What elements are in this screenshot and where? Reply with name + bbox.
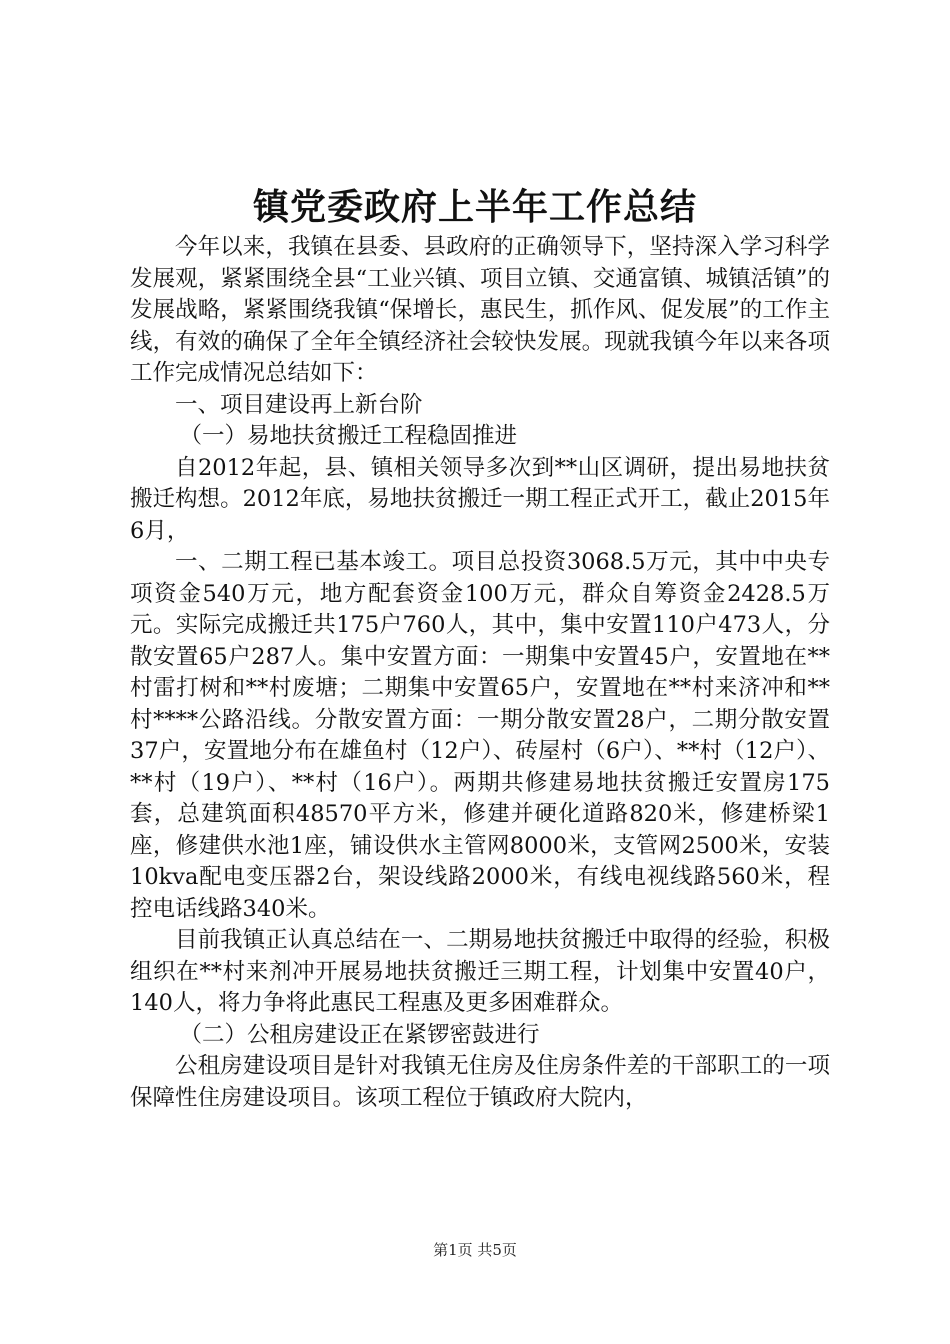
document-title: 镇党委政府上半年工作总结	[252, 186, 697, 228]
subsection-heading-1: （一）易地扶贫搬迁工程稳固推进	[179, 423, 518, 449]
public-housing-paragraph: 公租房建设项目是针对我镇无住房及住房条件差的干部职工的一项保障性住房建设项目。该项工程位于镇政府大院内，	[130, 1053, 830, 1111]
subsection-heading-2: （二）公租房建设正在紧锣密鼓进行	[179, 1021, 540, 1048]
relocation-paragraph-3: 目前我镇正认真总结在一、二期易地扶贫搬迁中取得的经验，积极组织在**村来剂冲开展易地扶贫搬迁三期工程，计划集中安置40户，140人，将力争将此惠民工程惠及更多困难群众。	[130, 927, 830, 1016]
section-heading-1: 一、项目建设再上新台阶	[175, 391, 423, 418]
document-body	[130, 232, 830, 1114]
relocation-paragraph-2: 一、二期工程已基本竣工。项目总投资3068.5万元，其中中央专项资金540万元，地方配套资金100万元，群众自筹资金2428.5万元。实际完成搬迁共175户760人，其中，集中安置110户473人，分散安置65户287人。集中安置方面：一期集中安置45户，安置地在**村雷打树和**村废塘；二期集中安置65户，安置地在**村来济冲和**村****公路沿线。分散安置方面：一期分散安置28户，二期分散安置37户，安置地分布在雄鱼村（12户）、砖屋村（6户）、**村（12户）、**村（19户）、**村（16户）。两期共修建易地扶贫搬迁安置房175套，总建筑面积48570平方米，修建并硬化道路820米，修建桥梁1座，修建供水池1座，铺设供水主管网8000米，支管网2500米，安装10kva配电变压器2台，架设线路2000米，有线电视线路560米，程控电话线路340米。	[130, 549, 830, 922]
relocation-paragraph-1: 自2012年起，县、镇相关领导多次到**山区调研，提出易地扶贫搬迁构想。2012年底，易地扶贫搬迁一期工程正式开工，截止2015年6月，	[130, 454, 830, 544]
page-footer: 第1页 共5页	[433, 1241, 517, 1259]
intro-paragraph: 今年以来，我镇在县委、县政府的正确领导下，坚持深入学习科学发展观，紧紧围绕全县“工业兴镇、项目立镇、交通富镇、城镇活镇”的发展战略，紧紧围绕我镇“保增长，惠民生，抓作风、促发展”的工作主线，有效的确保了全年全镇经济社会较快发展。现就我镇今年以来各项工作完成情况总结如下：	[130, 234, 830, 386]
